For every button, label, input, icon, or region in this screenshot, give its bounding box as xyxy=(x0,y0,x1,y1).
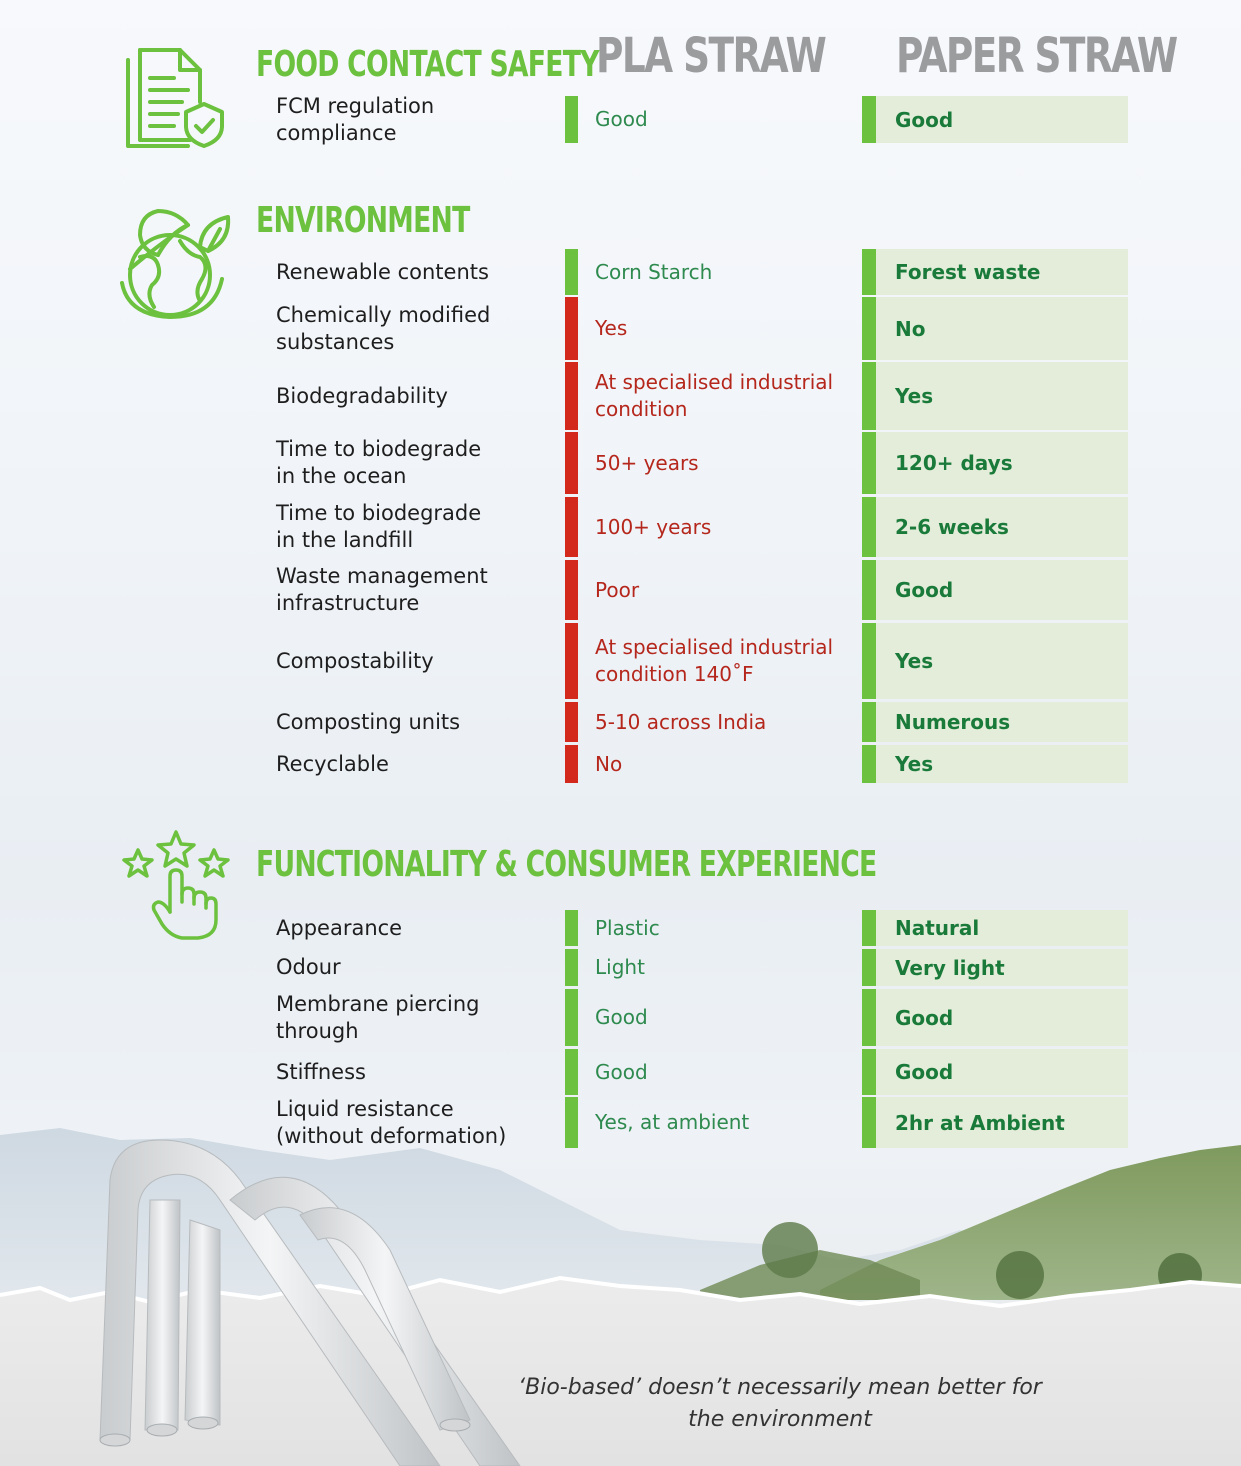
hand-stars-icon xyxy=(118,828,234,943)
paper-status-bar xyxy=(862,1049,876,1095)
pla-value-odour: Light xyxy=(595,955,645,979)
row-label-biodegradability: Biodegradability xyxy=(276,383,448,408)
paper-cell-odour xyxy=(862,949,1128,986)
pla-value-liquid-resistance-without-deformation: Yes, at ambient xyxy=(595,1110,750,1134)
paper-status-bar xyxy=(862,623,876,699)
paper-status-bar xyxy=(862,432,876,494)
paper-cell-liquid-resistance-without-deformation xyxy=(862,1097,1128,1148)
row-label-time-to-biodegrade-in-the-ocean: Time to biodegrade in the ocean xyxy=(276,437,482,488)
tagline: ‘Bio-based’ doesn’t necessarily mean better for the environment xyxy=(518,1375,1042,1432)
paper-status-bar xyxy=(862,910,876,946)
paper-cell-membrane-piercing-through xyxy=(862,989,1128,1046)
paper-status-bar xyxy=(862,497,876,557)
paper-cell-composting-units xyxy=(862,702,1128,742)
row-label-compostability: Compostability xyxy=(276,648,434,673)
paper-status-bar xyxy=(862,1097,876,1148)
paper-status-bar xyxy=(862,745,876,783)
paper-value-time-to-biodegrade-in-the-landfill: 2-6 weeks xyxy=(895,515,1009,539)
row-label-liquid-resistance-without-deformation: Liquid resistance (without deformation) xyxy=(276,1096,507,1148)
row-label-time-to-biodegrade-in-the-landfill: Time to biodegrade in the landfill xyxy=(276,501,482,552)
paper-status-bar xyxy=(862,949,876,986)
pla-status-bar xyxy=(565,623,578,699)
row-label-appearance: Appearance xyxy=(276,915,403,940)
row-label-membrane-piercing-through: Membrane piercing through xyxy=(276,991,480,1043)
paper-status-bar xyxy=(862,560,876,620)
paper-value-appearance: Natural xyxy=(895,916,980,940)
pla-status-bar xyxy=(565,1049,578,1095)
pla-straw-column-header: PLA STRAW xyxy=(596,28,826,84)
paper-value-odour: Very light xyxy=(895,955,1005,980)
pla-value-membrane-piercing-through: Good xyxy=(595,1005,648,1029)
row-label-odour: Odour xyxy=(276,955,341,979)
pla-value-biodegradability: At specialised industrial condition xyxy=(595,370,834,421)
pla-status-bar xyxy=(565,362,578,430)
row-label-fcm-regulation-compliance: FCM regulation compliance xyxy=(276,93,435,145)
row-label-recyclable: Recyclable xyxy=(276,751,389,776)
section-title-functionality: FUNCTIONALITY & CONSUMER EXPERIENCE xyxy=(256,844,877,885)
pla-status-bar xyxy=(565,910,578,946)
paper-cell-compostability xyxy=(862,623,1128,699)
paper-value-fcm-regulation-compliance: Good xyxy=(895,107,954,132)
pla-value-stiffness: Good xyxy=(595,1059,648,1084)
paper-value-chemically-modified-substances: No xyxy=(895,316,926,341)
pla-status-bar xyxy=(565,989,578,1046)
pla-value-renewable-contents: Corn Starch xyxy=(595,259,713,284)
row-label-waste-management-infrastructure: Waste management infrastructure xyxy=(276,564,488,615)
paper-value-biodegradability: Yes xyxy=(895,384,934,408)
paper-value-waste-management-infrastructure: Good xyxy=(895,578,954,602)
paper-cell-time-to-biodegrade-in-the-landfill xyxy=(862,497,1128,557)
paper-status-bar xyxy=(862,96,876,143)
green-hills xyxy=(700,1145,1241,1300)
pla-value-recyclable: No xyxy=(595,751,623,776)
globe-leaves-icon xyxy=(118,205,236,320)
paper-cell-recyclable xyxy=(862,745,1128,783)
paper-value-membrane-piercing-through: Good xyxy=(895,1005,954,1030)
pla-value-compostability: At specialised industrial condition 140˚F xyxy=(595,635,834,686)
row-label-renewable-contents: Renewable contents xyxy=(276,259,489,284)
document-shield-icon xyxy=(118,42,230,152)
pla-status-bar xyxy=(565,249,578,295)
row-label-stiffness: Stiffness xyxy=(276,1059,366,1084)
paper-status-bar xyxy=(862,297,876,360)
paper-cell-appearance xyxy=(862,910,1128,946)
row-label-chemically-modified-substances: Chemically modified substances xyxy=(276,302,491,354)
paper-cell-time-to-biodegrade-in-the-ocean xyxy=(862,432,1128,494)
pla-status-bar xyxy=(565,949,578,986)
paper-status-bar xyxy=(862,249,876,295)
pla-value-fcm-regulation-compliance: Good xyxy=(595,107,648,131)
paper-value-renewable-contents: Forest waste xyxy=(895,260,1041,284)
section-title-environment: ENVIRONMENT xyxy=(256,200,470,241)
pla-status-bar xyxy=(565,297,578,360)
pla-value-composting-units: 5-10 across India xyxy=(595,709,767,734)
pla-status-bar xyxy=(565,1097,578,1148)
paper-value-liquid-resistance-without-deformation: 2hr at Ambient xyxy=(895,1110,1065,1135)
pla-value-time-to-biodegrade-in-the-ocean: 50+ years xyxy=(595,450,699,475)
section-title-food-contact-safety: FOOD CONTACT SAFETY xyxy=(256,44,599,85)
pla-status-bar xyxy=(565,745,578,783)
paper-straw-column-header: PAPER STRAW xyxy=(896,28,1177,84)
pla-status-bar xyxy=(565,432,578,494)
pla-status-bar xyxy=(565,497,578,557)
paper-value-stiffness: Good xyxy=(895,1060,954,1084)
paper-status-bar xyxy=(862,702,876,742)
pla-status-bar xyxy=(565,702,578,742)
paper-status-bar xyxy=(862,989,876,1046)
paper-cell-fcm-regulation-compliance xyxy=(862,96,1128,143)
paper-status-bar xyxy=(862,362,876,430)
pla-status-bar xyxy=(565,96,578,143)
pla-value-appearance: Plastic xyxy=(595,915,660,940)
paper-value-recyclable: Yes xyxy=(895,752,934,776)
pla-status-bar xyxy=(565,560,578,620)
paper-cell-chemically-modified-substances xyxy=(862,297,1128,360)
paper-value-time-to-biodegrade-in-the-ocean: 120+ days xyxy=(895,451,1013,475)
paper-value-compostability: Yes xyxy=(895,649,934,673)
paper-cell-biodegradability xyxy=(862,362,1128,430)
pla-value-chemically-modified-substances: Yes xyxy=(595,316,628,340)
paper-value-composting-units: Numerous xyxy=(895,710,1011,734)
pla-value-time-to-biodegrade-in-the-landfill: 100+ years xyxy=(595,514,712,539)
paper-cell-renewable-contents xyxy=(862,249,1128,295)
paper-cell-waste-management-infrastructure xyxy=(862,560,1128,620)
row-label-composting-units: Composting units xyxy=(276,709,461,734)
paper-cell-stiffness xyxy=(862,1049,1128,1095)
pla-value-waste-management-infrastructure: Poor xyxy=(595,577,640,602)
